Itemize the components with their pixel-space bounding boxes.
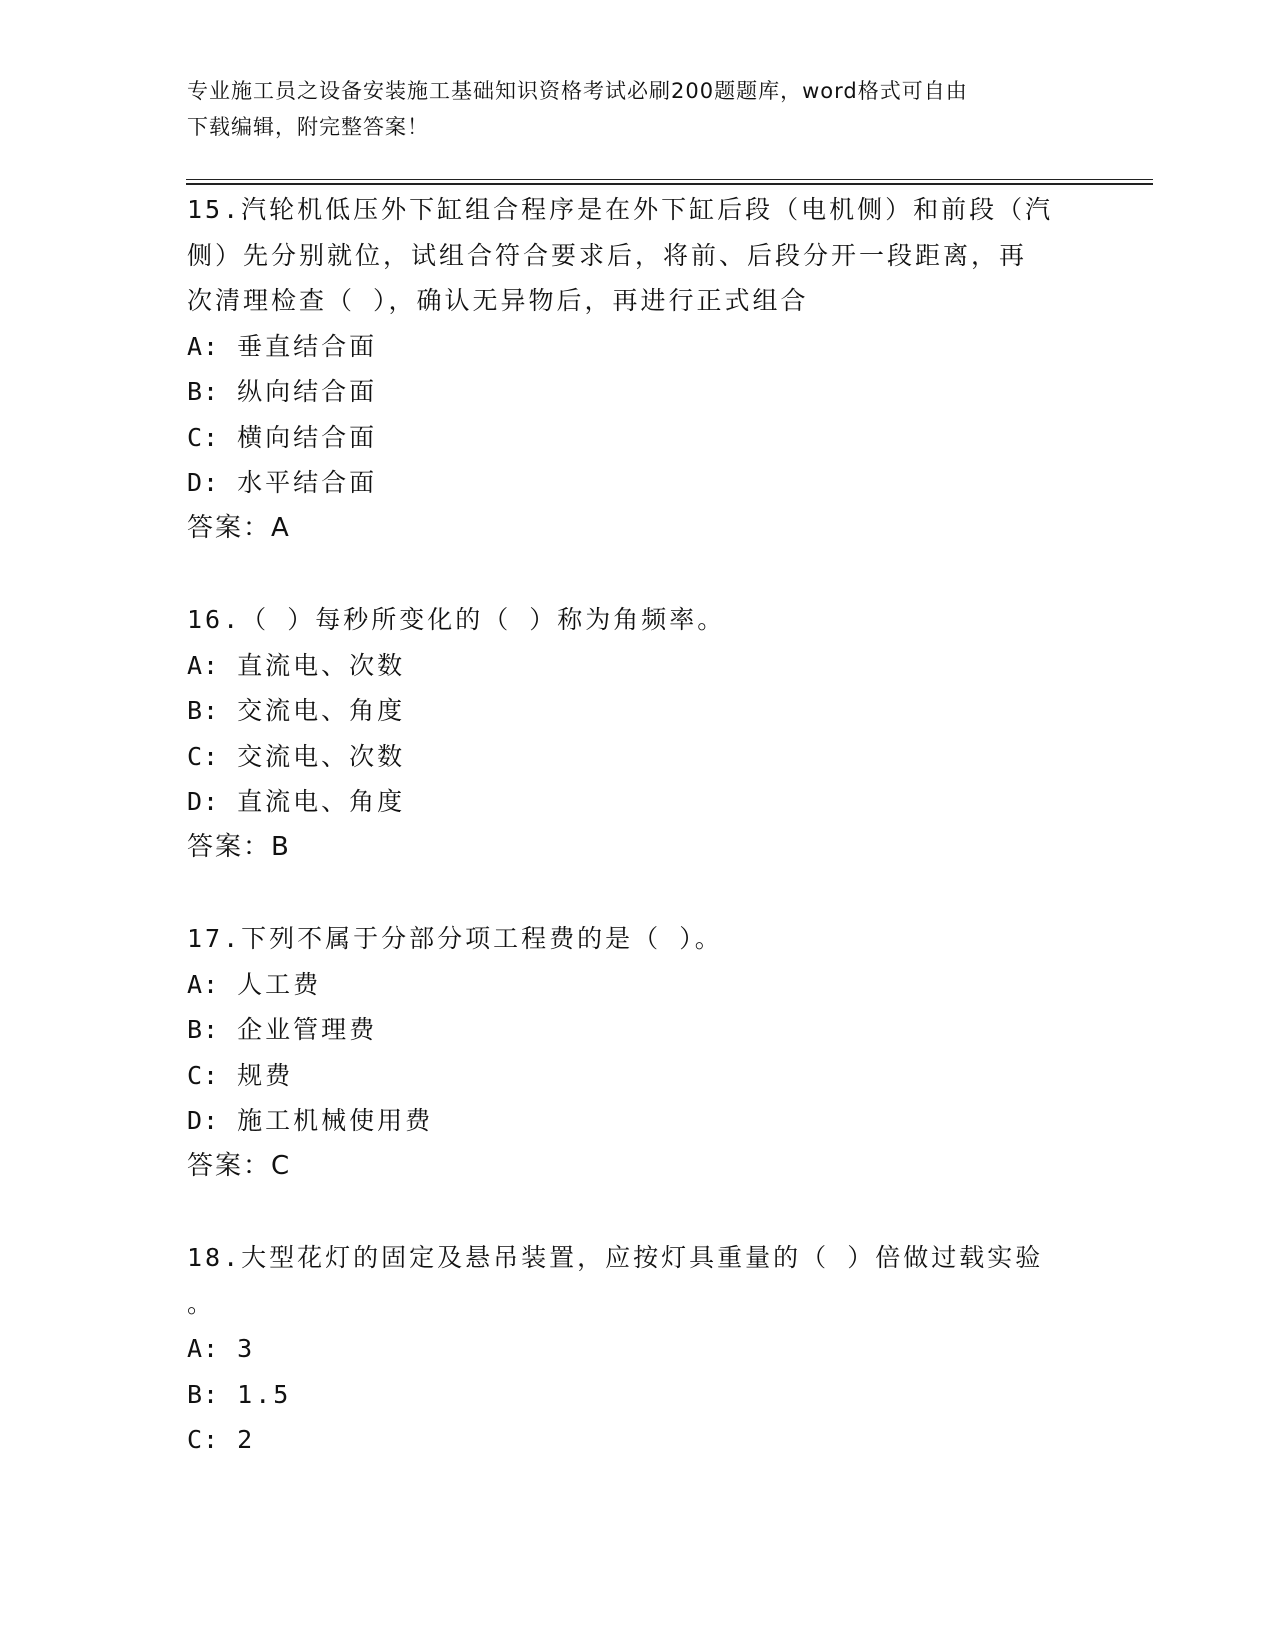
option-label: A: [187, 331, 220, 361]
option-text: 2 [237, 1425, 256, 1454]
option-c [187, 1053, 1087, 1099]
option-label: A: [187, 650, 220, 680]
option-d [187, 460, 1087, 506]
option-label: B: [187, 377, 220, 406]
option-label: C: [187, 422, 220, 452]
option-b [187, 688, 1087, 734]
question-15 [187, 187, 1087, 551]
question-line: 。 [187, 1288, 216, 1318]
option-text: 施工机械使用费 [237, 1106, 434, 1135]
question-line: 侧）先分别就位，试组合符合要求后，将前、后段分开一段距离，再 [187, 240, 1028, 270]
option-c [187, 734, 1087, 780]
header-divider-thin [186, 179, 1153, 180]
question-text [187, 916, 1087, 962]
question-16 [187, 597, 1087, 870]
option-text: 纵向结合面 [237, 377, 378, 406]
option-c [187, 1417, 1087, 1463]
document-header [187, 73, 1087, 145]
option-text: 直流电、角度 [237, 787, 406, 816]
option-text: 水平结合面 [237, 468, 378, 497]
option-text: 1.5 [237, 1379, 292, 1409]
option-text: 交流电、次数 [237, 741, 406, 771]
option-label: D: [187, 787, 220, 816]
option-text: 人工费 [237, 969, 322, 999]
option-b [187, 369, 1087, 415]
option-a [187, 643, 1087, 689]
option-a [187, 324, 1087, 370]
option-a [187, 962, 1087, 1008]
option-text: 垂直结合面 [237, 331, 378, 361]
option-label: B: [187, 696, 220, 725]
option-b [187, 1007, 1087, 1053]
question-line: 17.下列不属于分部分项工程费的是（ ）。 [187, 924, 723, 953]
option-d [187, 779, 1087, 825]
option-text: 3 [237, 1334, 256, 1363]
question-list [187, 187, 1087, 1509]
question-line: 16.（ ）每秒所变化的（ ）称为角频率。 [187, 605, 726, 634]
question-line: 15.汽轮机低压外下缸组合程序是在外下缸后段（电机侧）和前段（汽 [187, 195, 1054, 224]
option-d [187, 1098, 1087, 1144]
option-text: 规费 [237, 1060, 294, 1090]
question-line: 18.大型花灯的固定及悬吊装置，应按灯具重量的（ ）倍做过载实验 [187, 1243, 1044, 1272]
question-text [187, 1235, 1087, 1326]
option-text: 直流电、次数 [237, 650, 406, 680]
option-text: 横向结合面 [237, 422, 378, 452]
answer: 答案：C [187, 1150, 292, 1181]
option-label: C: [187, 1425, 220, 1454]
option-label: B: [187, 1015, 220, 1044]
question-line: 次清理检查（ ），确认无异物后，再进行正式组合 [187, 286, 809, 315]
question-text [187, 597, 1087, 643]
option-label: C: [187, 741, 220, 771]
question-text [187, 187, 1087, 324]
option-a [187, 1326, 1087, 1372]
option-label: D: [187, 1106, 220, 1135]
answer: 答案：A [187, 512, 291, 543]
option-label: A: [187, 969, 220, 999]
option-label: B: [187, 1379, 220, 1409]
option-c [187, 415, 1087, 461]
option-label: A: [187, 1334, 220, 1363]
question-18 [187, 1235, 1087, 1463]
header-line-2: 下载编辑，附完整答案！ [187, 115, 429, 139]
answer: 答案：B [187, 831, 291, 862]
option-b [187, 1372, 1087, 1418]
option-text: 交流电、角度 [237, 696, 406, 725]
option-label: D: [187, 468, 220, 497]
question-17 [187, 916, 1087, 1189]
header-divider-thick [186, 183, 1153, 185]
option-text: 企业管理费 [237, 1015, 378, 1044]
header-line-1: 专业施工员之设备安装施工基础知识资格考试必刷200题题库，word格式可自由 [187, 79, 968, 103]
option-label: C: [187, 1060, 220, 1090]
